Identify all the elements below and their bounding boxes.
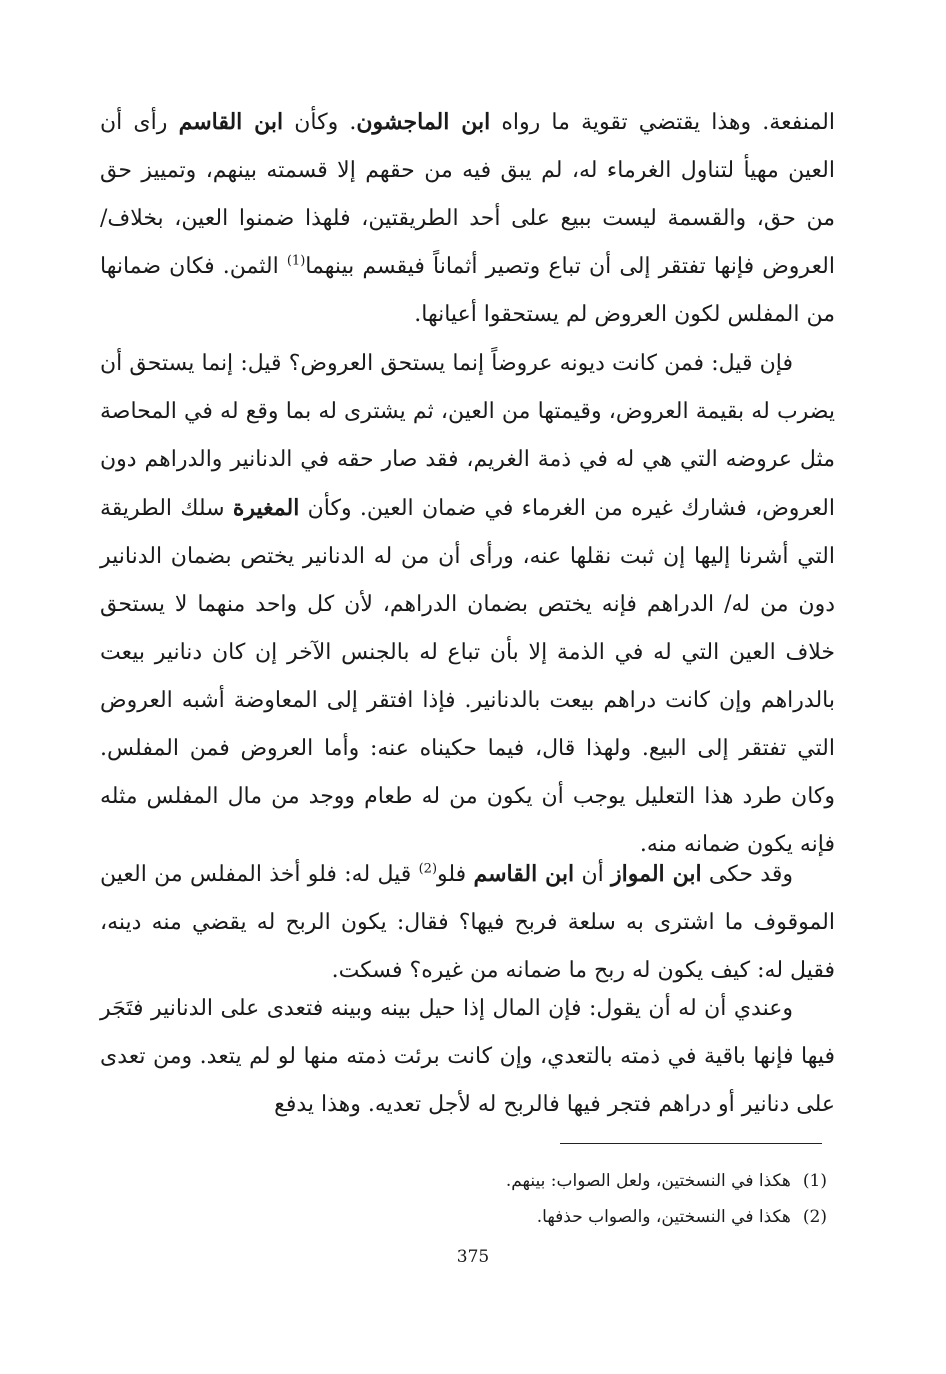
paragraph-3-text-1: وقد حكى xyxy=(701,862,793,887)
paragraph-3-text-2: أن xyxy=(574,862,612,887)
paragraph-3 xyxy=(100,850,835,995)
paragraph-1 xyxy=(100,98,835,339)
name-al-mughira: المغيرة xyxy=(232,495,300,521)
paragraph-3-text-4: قيل له: فلو أخذ المفلس من العين الموقوف ما اشترى به سلعة فربح فيها؟ فقال: يكون الربح له يقضي منه دينه، فقيل له: كيف يكون له ربح ما ضمانه من غيره؟ فسكت. xyxy=(100,862,835,983)
name-ibn-al-qasim-2: ابن القاسم xyxy=(473,861,575,887)
paragraph-4 xyxy=(100,985,835,1129)
footnote-1-number: (1) xyxy=(802,1171,827,1191)
footnote-marker-2[interactable]: (2) xyxy=(418,861,438,877)
page-number: 375 xyxy=(456,1247,490,1267)
paragraph-1-text-2: . وكأن xyxy=(283,110,357,135)
footnote-2 xyxy=(300,1199,827,1235)
footnote-1 xyxy=(300,1163,827,1199)
footnote-1-text: هكذا في النسختين، ولعل الصواب: بينهم. xyxy=(505,1171,791,1191)
paragraph-1-text-3: رأى أن العين مهيأ لتناول الغرماء له، لم يبق فيه من حقهم إلا قسمته بينهم، وتمييز حق من حق، والقسمة ليست ببيع على أحد الطريقتين، فلهذا ضمنوا العين، بخلاف/ العروض فإنها تفتقر إلى أن تباع وتصير أثماناً فيقسم بينهما xyxy=(100,110,835,279)
paragraph-1-text-1: المنفعة. وهذا يقتضي تقوية ما رواه xyxy=(490,110,835,135)
paragraph-3-text-3: فلو xyxy=(437,862,474,887)
paragraph-2-text-2: سلك الطريقة التي أشرنا إليها إن ثبت نقلها عنه، ورأى أن من له الدنانير يختص بضمان الدنانير دون من له/ الدراهم فإنه يختص بضمان الدراهم، لأن كل واحد منهما لا يستحق خلاف العين التي له في الذمة إلا بأن تباع له بالجنس الآخر إن كان دنانير بيعت بالدراهم وإن كانت دراهم بيعت بالدنانير. فإذا افتقر إلى المعاوضة أشبه العروض التي تفتقر إلى البيع. ولهذا قال، فيما حكيناه عنه: وأما العروض فمن المفلس. وكان طرد هذا التعليل يوجب أن يكون من له طعام ووجد من مال المفلس مثله فإنه يكون ضمانه منه. xyxy=(100,496,835,857)
footnote-2-number: (2) xyxy=(802,1207,827,1227)
paragraph-2-text-1: فإن قيل: فمن كانت ديونه عروضاً إنما يستحق العروض؟ قيل: إنما يستحق أن يضرب له بقيمة العروض، وقيمتها من العين، ثم يشترى له بما وقع له في المحاصة مثل عروضه التي هي له في ذمة الغريم، فقد صار حقه في الدنانير والدراهم دون العروض، فشارك غيره من الغرماء في ضمان العين. وكأن xyxy=(100,351,835,521)
name-ibn-al-majishun: ابن الماجشون xyxy=(356,109,491,135)
paragraph-4-text-1: وعندي أن له أن يقول: فإن المال إذا حيل بينه وبينه فتعدى على الدنانير فتَجَر فيها فإنها باقية في ذمته بالتعدي، وإن كانت برئت ذمته منها لو لم يتعد. ومن تعدى على دنانير أو دراهم فتجر فيها فالربح له لأجل تعديه. وهذا يدفع xyxy=(100,996,835,1117)
footnote-marker-1[interactable]: (1) xyxy=(286,253,306,269)
paragraph-1-text-4: الثمن. فكان ضمانها من المفلس لكون العروض لم يستحقوا أعيانها. xyxy=(100,254,835,327)
footnote-separator xyxy=(560,1143,822,1144)
name-ibn-al-mawwaz: ابن المواز xyxy=(611,861,702,887)
name-ibn-al-qasim: ابن القاسم xyxy=(178,109,284,135)
footnote-2-text: هكذا في النسختين، والصواب حذفها. xyxy=(536,1207,791,1227)
paragraph-2 xyxy=(100,340,835,869)
footnotes xyxy=(300,1163,827,1235)
